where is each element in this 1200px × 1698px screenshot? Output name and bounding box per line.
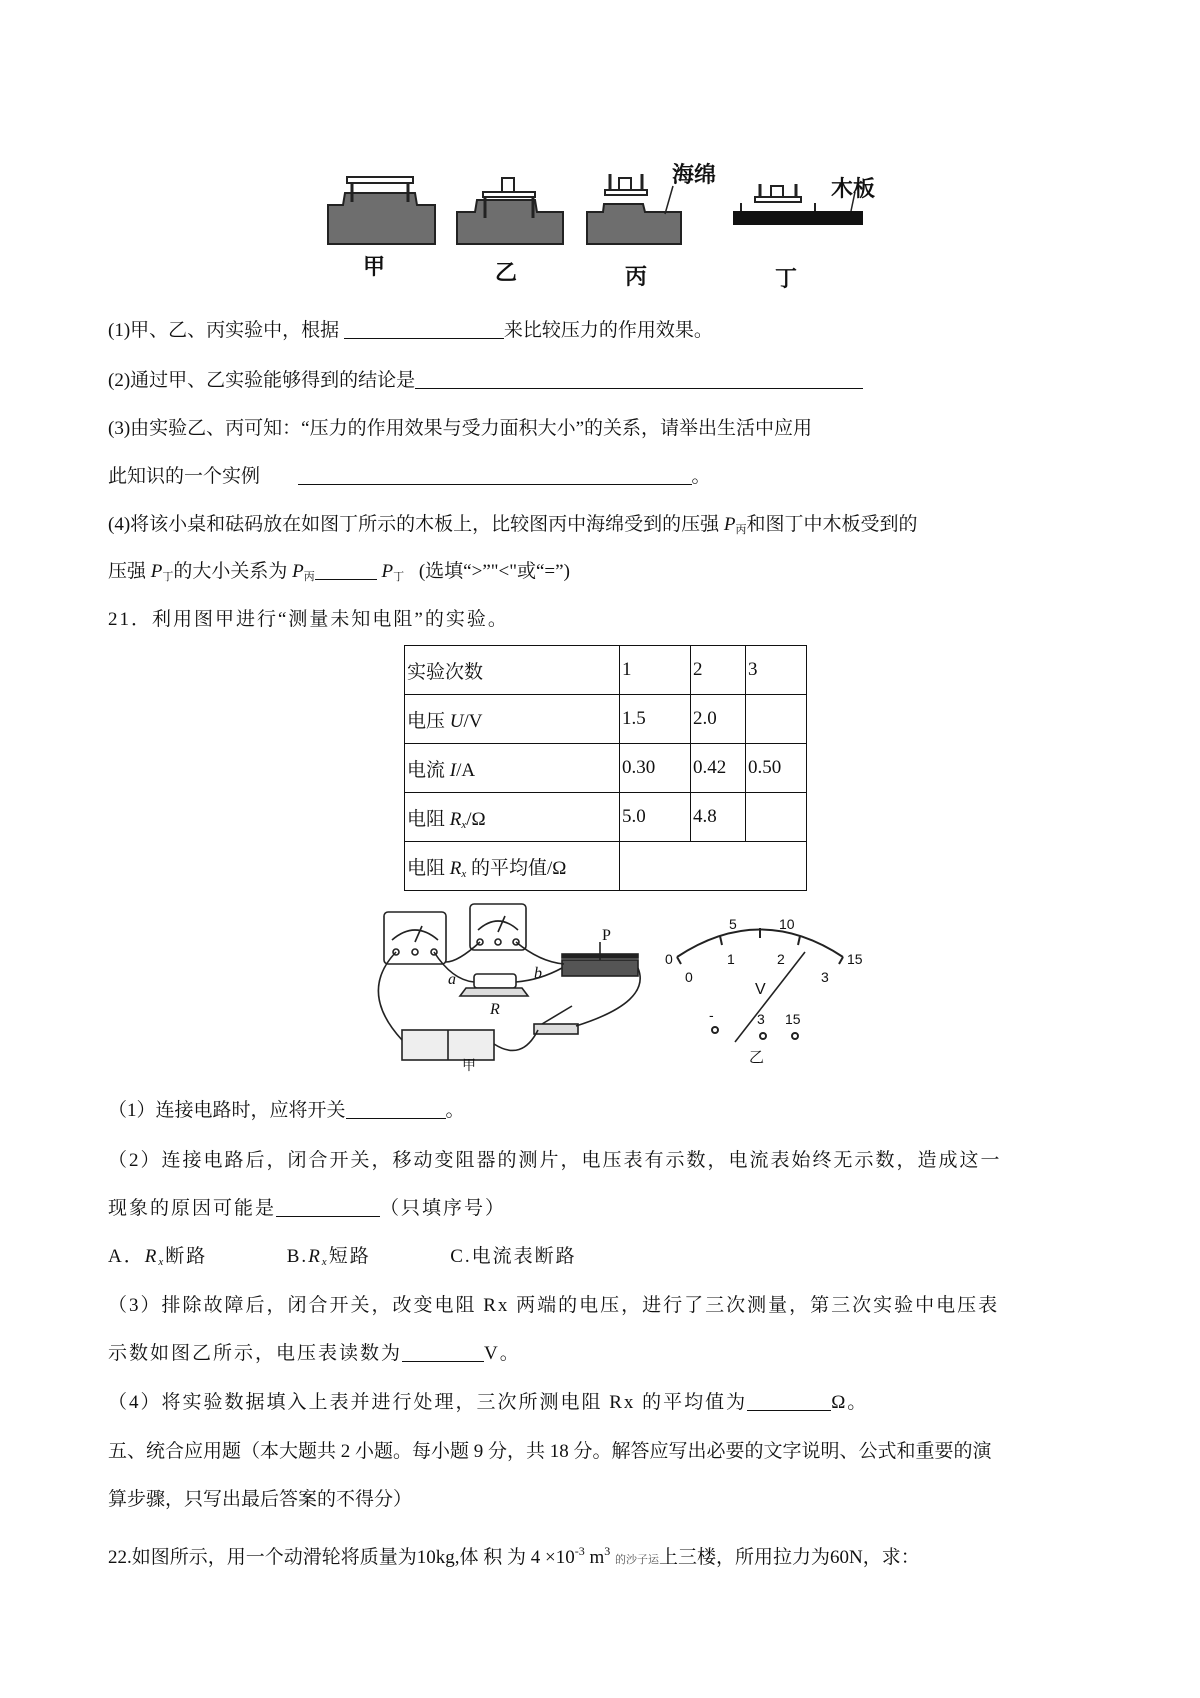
dial-unit: V	[755, 981, 766, 998]
q21-part3-line2: 示数如图乙所示，电压表读数为 V。	[108, 1343, 521, 1364]
table-row	[405, 842, 807, 891]
table-cell: 0.42	[691, 744, 746, 793]
q21-part2-line2: 现象的原因可能是 （只填序号）	[108, 1198, 507, 1219]
q20-part3-line1: (3)由实验乙、丙可知：“压力的作用效果与受力面积大小”的关系，请举出生活中应用	[108, 418, 813, 439]
answer-blank[interactable]	[276, 1196, 380, 1217]
table-cell: 4.8	[691, 793, 746, 842]
table-cell: 5.0	[620, 793, 691, 842]
table-cell: 0.30	[620, 744, 691, 793]
label-sponge: 海绵	[672, 163, 717, 188]
answer-blank[interactable]	[315, 559, 377, 580]
label-jia: 甲	[363, 255, 386, 280]
dial-outer-5: 5	[729, 916, 737, 932]
section5-heading-line1: 五、统合应用题（本大题共 2 小题。每小题 9 分，共 18 分。解答应写出必要的文字说明、公式和重要的演	[108, 1441, 992, 1462]
table-cell	[746, 695, 807, 744]
pressure-experiment-figure	[325, 160, 895, 290]
q21-options	[108, 1244, 577, 1275]
q20-part1: (1)甲、乙、丙实验中，根据 来比较压力的作用效果。	[108, 320, 713, 341]
dial-inner-0: 0	[685, 969, 693, 985]
q21-part4: （4）将实验数据填入上表并进行处理，三次所测电阻 Rx 的平均值为 Ω。	[108, 1392, 869, 1413]
q21-part1: （1）连接电路时，应将开关 。	[108, 1100, 465, 1121]
answer-blank[interactable]	[346, 1098, 446, 1119]
table-header-cell: 2	[691, 646, 746, 695]
q22-stem: 22.如图所示，用一个动滑轮将质量为10kg,体 积 为 $4 \times 10^{-3}$ $m^3$ 的沙子运上三楼，所用拉力为60N，求：	[108, 1544, 920, 1568]
fig-caption-yi: 乙	[749, 1048, 765, 1066]
table-row	[405, 695, 807, 744]
table-cell: 0.50	[746, 744, 807, 793]
row-label-resistance: 电阻 $R_x/\Omega$	[405, 793, 620, 842]
label-board: 木板	[831, 177, 876, 202]
row-label-voltage: 电压 U/V	[405, 695, 620, 744]
q22-small-label: 的沙子运	[615, 1554, 659, 1566]
figure-jia	[328, 177, 435, 244]
q21-part2-line1: （2）连接电路后，闭合开关，移动变阻器的测片，电压表有示数，电流表始终无示数，造成这一	[108, 1150, 1002, 1171]
fig-caption-jia: 甲	[462, 1058, 476, 1072]
q20-part4-line2: 压强 $P_丁$的大小关系为 $P_丙$ $P_丁$ (选填“>”"<"或“=”)	[108, 561, 570, 583]
label-bing: 丙	[625, 265, 648, 290]
dial-outer-10: 10	[779, 916, 795, 932]
dial-inner-2: 2	[777, 951, 785, 967]
table-row	[405, 793, 807, 842]
table-header-cell: 实验次数	[405, 646, 620, 695]
circuit-label-P: P	[602, 927, 611, 944]
dial-inner-1: 1	[727, 951, 735, 967]
dial-inner-3: 3	[821, 969, 829, 985]
table-cell: 2.0	[691, 695, 746, 744]
table-cell: 1.5	[620, 695, 691, 744]
terminal-3: 3	[757, 1011, 765, 1027]
option-b: $B.R_x$短路	[286, 1246, 371, 1268]
voltmeter-figure	[665, 912, 865, 1072]
answer-blank[interactable]	[402, 1341, 484, 1362]
circuit-figure	[362, 902, 652, 1072]
table-cell	[746, 793, 807, 842]
circuit-label-a: a	[448, 971, 456, 988]
table-header-cell: 1	[620, 646, 691, 695]
figure-bing	[587, 174, 681, 244]
answer-blank[interactable]	[747, 1390, 831, 1411]
q20-part3-line2: 此知识的一个实例 。	[108, 466, 711, 487]
option-c: C.电流表断路	[450, 1246, 577, 1267]
answer-blank[interactable]	[415, 368, 863, 389]
terminal-15: 15	[785, 1011, 801, 1027]
dial-outer-15: 15	[847, 951, 863, 967]
row-label-current: 电流 I/A	[405, 744, 620, 793]
dial-outer-0: 0	[665, 951, 673, 967]
q20-part4-line1: (4)将该小桌和砝码放在如图丁所示的木板上，比较图丙中海绵受到的压强 $P_丙$和图丁中木板受到的	[108, 514, 918, 536]
data-table	[404, 645, 807, 891]
q21-part3-line1: （3）排除故障后，闭合开关，改变电阻 Rx 两端的电压，进行了三次测量，第三次实验中电压表	[108, 1295, 1000, 1316]
label-ding: 丁	[775, 267, 798, 290]
terminal-minus: -	[709, 1007, 714, 1023]
circuit-label-R: R	[490, 1001, 500, 1018]
table-header-cell: 3	[746, 646, 807, 695]
average-value-cell	[620, 842, 807, 891]
table-row	[405, 744, 807, 793]
q21-title: 21．利用图甲进行“测量未知电阻”的实验。	[108, 609, 509, 630]
label-yi: 乙	[495, 261, 518, 286]
table-row	[405, 646, 807, 695]
answer-blank[interactable]	[344, 318, 504, 339]
circuit-label-b: b	[534, 965, 542, 982]
figure-yi	[457, 178, 563, 244]
row-label-average: 电阻 $R_x$ 的平均值/Ω	[405, 842, 620, 891]
q20-part2: (2)通过甲、乙实验能够得到的结论是	[108, 368, 863, 394]
answer-blank[interactable]	[298, 464, 692, 485]
option-a: A．$R_x$断路	[108, 1246, 208, 1268]
section5-heading-line2: 算步骤，只写出最后答案的不得分）	[108, 1489, 413, 1510]
